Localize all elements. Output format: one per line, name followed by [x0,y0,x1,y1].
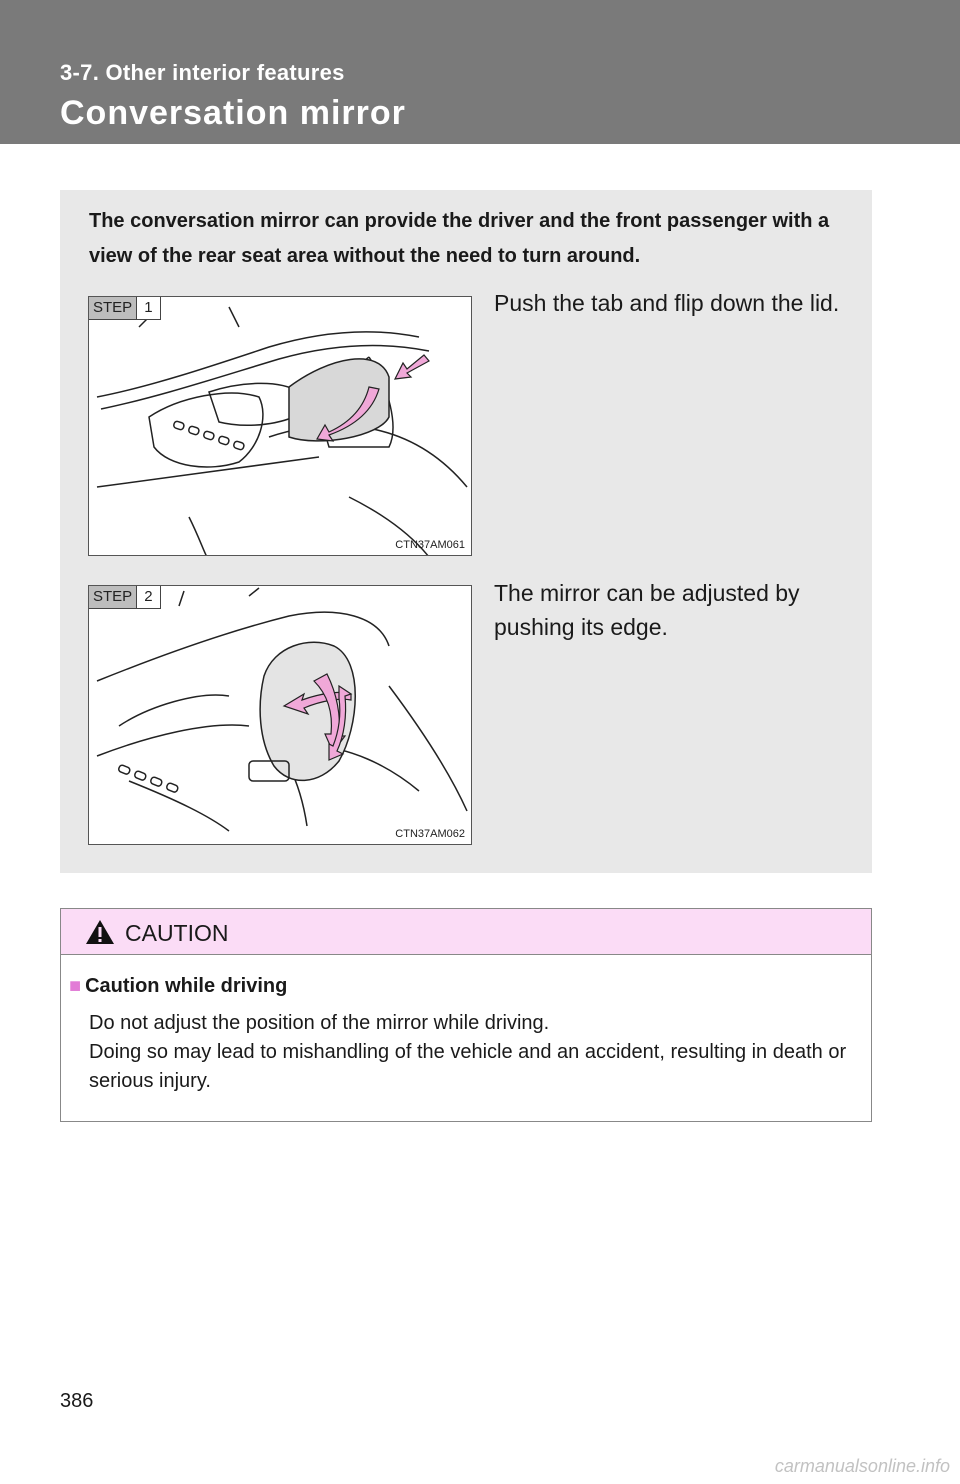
intro-text: The conversation mirror can provide the driver and the front passenger with a view of the rear seat area without the need to turn around. [89,210,830,267]
caution-label: CAUTION [125,920,229,946]
step1-tag [89,297,161,320]
caution-line-2: Doing so may lead to mishandling of the vehicle and an accident, resulting in death or serious injury. [89,1041,847,1092]
step2-tag-word: STEP [89,586,136,608]
step2-illustration [88,585,472,845]
overhead-console-drawing [89,297,472,556]
page-number: 386 [60,1390,94,1412]
step1-figure-code: CTN37AM061 [395,539,465,551]
caution-body [89,1009,869,1096]
caution-box [60,908,872,1122]
step1-tag-number: 1 [136,297,159,319]
caution-heading-text: Caution while driving [85,975,288,997]
watermark: carmanualsonline.info [774,1456,950,1476]
warning-triangle-icon [85,919,115,945]
step2-tag-number: 2 [136,586,159,608]
page-title: Conversation mirror [60,94,406,132]
mirror-adjust-drawing [89,586,472,845]
step1-illustration [88,296,472,556]
step2-tag [89,586,161,609]
step1-text: Push the tab and flip down the lid. [494,290,840,316]
section-label: 3-7. Other interior features [60,60,345,85]
caution-heading [69,975,287,998]
step2-text: The mirror can be adjusted by pushing its edge. [494,580,800,640]
caution-line-1: Do not adjust the position of the mirror while driving. [89,1012,550,1034]
info-box [60,190,872,873]
caution-header [61,909,871,955]
step1-tag-word: STEP [89,297,136,319]
page-header [0,0,960,144]
step2-figure-code: CTN37AM062 [395,828,465,840]
square-bullet-icon: ■ [69,975,82,997]
